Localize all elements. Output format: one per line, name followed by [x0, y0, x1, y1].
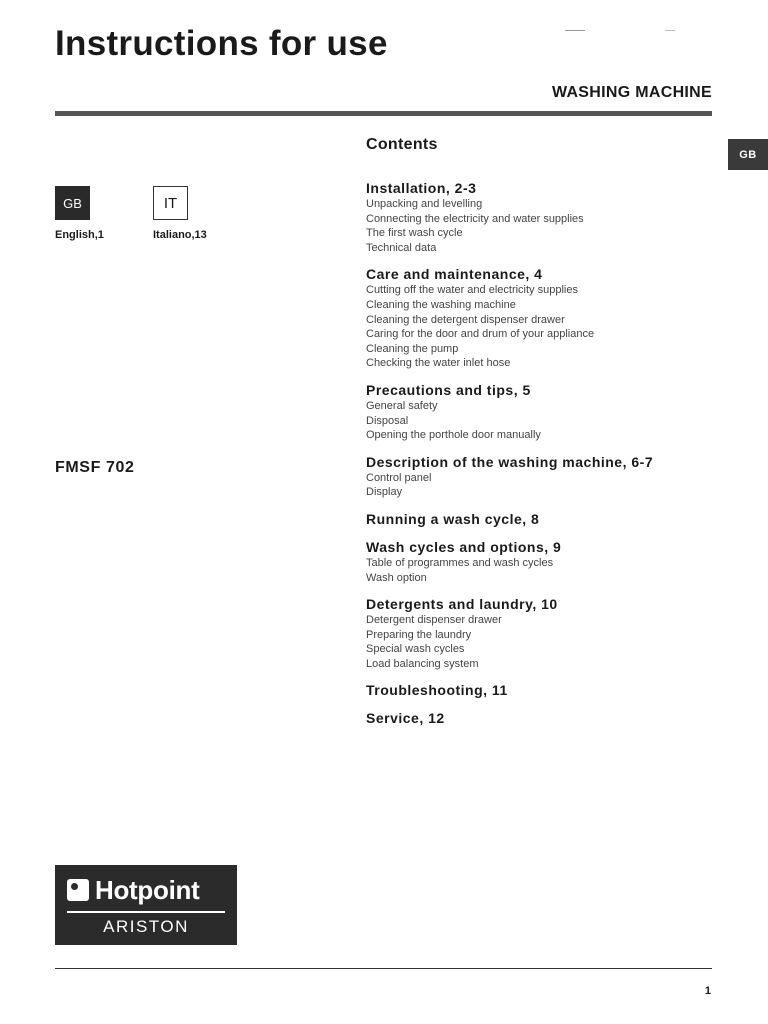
section-items	[366, 613, 726, 671]
contents-heading: Contents	[366, 136, 438, 153]
header-divider	[55, 111, 712, 116]
contents-section	[366, 511, 726, 528]
section-item: Caring for the door and drum of your appliance	[366, 328, 595, 341]
section-title[interactable]: Description of the washing machine, 6-7	[366, 453, 654, 470]
section-title[interactable]: Installation, 2-3	[366, 180, 477, 196]
crop-mark	[665, 30, 675, 31]
section-item: Checking the water inlet hose	[366, 357, 511, 370]
section-item: Wash option	[366, 571, 427, 584]
section-item: Cleaning the pump	[366, 342, 459, 355]
hotpoint-logo-icon	[67, 879, 89, 901]
contents-sections	[366, 180, 726, 727]
section-item: The first wash cycle	[366, 227, 463, 240]
section-title[interactable]: Care and maintenance, 4	[366, 266, 543, 283]
section-item: Table of programmes and wash cycles	[366, 556, 554, 569]
language-code-gb[interactable]: GB	[55, 186, 90, 220]
page-title: Instructions for use	[55, 24, 388, 63]
section-items	[366, 283, 726, 371]
logo-sub-text: ARISTON	[103, 917, 189, 936]
section-items	[366, 197, 726, 255]
contents-section	[366, 539, 726, 585]
section-title[interactable]: Running a wash cycle, 8	[366, 510, 540, 527]
section-item: Opening the porthole door manually	[366, 429, 541, 442]
section-title[interactable]: Precautions and tips, 5	[366, 381, 531, 398]
language-label-gb: English,1	[55, 229, 104, 241]
section-item: Unpacking and levelling	[366, 198, 483, 210]
brand-logo	[55, 865, 237, 945]
contents-section	[366, 596, 726, 671]
logo-brand-text: Hotpoint	[95, 875, 200, 905]
section-item: General safety	[366, 399, 438, 412]
contents-section	[366, 266, 726, 371]
model-number: FMSF 702	[55, 459, 135, 476]
section-item: Special wash cycles	[366, 643, 465, 656]
language-side-tab[interactable]: GB	[728, 139, 768, 170]
language-option-it[interactable]	[153, 186, 243, 241]
crop-mark	[565, 30, 585, 31]
section-item: Preparing the laundry	[366, 628, 472, 641]
section-item: Cleaning the detergent dispenser drawer	[366, 313, 565, 326]
language-code-it[interactable]: IT	[153, 186, 188, 220]
section-title[interactable]: Wash cycles and options, 9	[366, 538, 562, 555]
product-type: WASHING MACHINE	[551, 84, 712, 101]
table-of-contents	[366, 136, 726, 738]
footer-divider	[55, 968, 712, 969]
section-item: Display	[366, 486, 403, 499]
section-item: Load balancing system	[366, 657, 479, 670]
section-title[interactable]: Service, 12	[366, 710, 445, 727]
contents-section	[366, 682, 726, 699]
section-items	[366, 399, 726, 443]
section-item: Cleaning the washing machine	[366, 298, 516, 311]
page-number: 1	[704, 985, 711, 997]
section-item: Control panel	[366, 471, 432, 484]
contents-section	[366, 382, 726, 443]
section-item: Cutting off the water and electricity supplies	[366, 284, 578, 297]
section-item: Detergent dispenser drawer	[366, 614, 502, 627]
language-option-gb[interactable]	[55, 186, 145, 241]
language-label-it: Italiano,13	[153, 229, 207, 241]
section-items	[366, 471, 726, 500]
section-items	[366, 556, 726, 585]
contents-section	[366, 454, 726, 500]
contents-section	[366, 180, 726, 255]
logo-divider	[67, 911, 225, 913]
section-item: Disposal	[366, 414, 409, 427]
section-item: Technical data	[366, 241, 437, 254]
section-item: Connecting the electricity and water supplies	[366, 212, 584, 225]
section-title[interactable]: Detergents and laundry, 10	[366, 596, 558, 613]
section-title[interactable]: Troubleshooting, 11	[366, 682, 508, 699]
contents-section	[366, 710, 726, 727]
